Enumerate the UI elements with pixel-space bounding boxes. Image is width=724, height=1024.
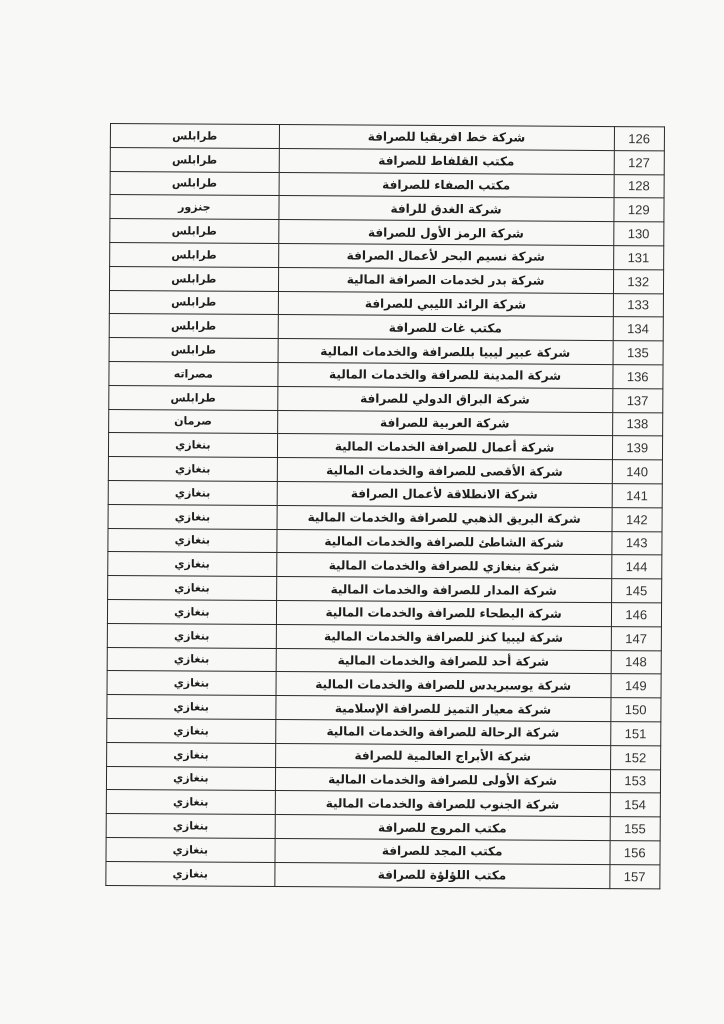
row-number-cell: 147 (611, 626, 662, 650)
table-row (110, 195, 664, 222)
table-row (106, 814, 660, 841)
company-name-cell: شركة خط افريقيا للصرافة (279, 125, 614, 151)
table-row (107, 599, 661, 626)
city-cell: بنغازي (106, 837, 275, 862)
city-cell: بنغازي (108, 504, 277, 529)
city-cell: بنغازي (108, 457, 277, 482)
row-number-cell: 132 (613, 269, 664, 293)
table-row (106, 861, 660, 888)
company-name-cell: شركة البريق الذهبي للصرافة والخدمات المالية (277, 505, 612, 531)
row-number-cell: 126 (614, 127, 665, 151)
row-number-cell: 153 (610, 769, 661, 793)
city-cell: صرمان (109, 409, 278, 434)
row-number-cell: 157 (609, 864, 660, 888)
company-name-cell: شركة البطحاء للصرافة والخدمات المالية (276, 600, 611, 626)
table-row (109, 361, 663, 388)
row-number-cell: 138 (612, 412, 663, 436)
row-number-cell: 139 (612, 436, 663, 460)
company-name-cell: شركة الرحالة للصرافة والخدمات المالية (275, 719, 610, 745)
row-number-cell: 140 (612, 460, 663, 484)
city-cell: جنزور (110, 195, 279, 220)
city-cell: بنغازي (106, 861, 275, 886)
city-cell: بنغازي (106, 766, 275, 791)
city-cell: بنغازي (107, 695, 276, 720)
table-row (107, 623, 661, 650)
row-number-cell: 146 (611, 603, 662, 627)
company-name-cell: شركة ليبيا كنز للصرافة والخدمات المالية (276, 624, 611, 650)
row-number-cell: 136 (612, 365, 663, 389)
company-name-cell: شركة عبير ليبيا بللصرافة والخدمات المالية (278, 339, 613, 365)
company-name-cell: شركة الجنوب للصرافة والخدمات المالية (275, 791, 610, 817)
city-cell: بنغازي (107, 647, 276, 672)
company-name-cell: شركة الشاطئ للصرافة والخدمات المالية (277, 529, 612, 555)
row-number-cell: 149 (611, 674, 662, 698)
table-row (110, 124, 664, 151)
table-row (110, 171, 664, 198)
company-name-cell: شركة المدينة للصرافة والخدمات المالية (278, 362, 613, 388)
city-cell: طرابلس (110, 171, 279, 196)
row-number-cell: 148 (611, 650, 662, 674)
table-row (108, 480, 662, 507)
company-name-cell: شركة معيار التميز للصرافة الإسلامية (276, 696, 611, 722)
city-cell: بنغازي (108, 480, 277, 505)
company-name-cell: مكتب القلفاط للصرافة (279, 148, 614, 174)
row-number-cell: 152 (610, 745, 661, 769)
row-number-cell: 127 (614, 150, 665, 174)
table-row (109, 385, 663, 412)
table-row (106, 790, 660, 817)
row-number-cell: 142 (612, 507, 663, 531)
company-name-cell: شركة الأبراج العالمية للصرافة (275, 743, 610, 769)
company-name-cell: شركة يوسبريدس للصرافة والخدمات المالية (276, 672, 611, 698)
city-cell: طرابلس (109, 290, 278, 315)
table-row (108, 433, 662, 460)
company-name-cell: شركة أحد للصرافة والخدمات المالية (276, 648, 611, 674)
table-row (108, 552, 662, 579)
company-name-cell: مكتب الصفاء للصرافة (279, 172, 614, 198)
table-row (109, 266, 663, 293)
row-number-cell: 128 (614, 174, 665, 198)
table-row (107, 742, 661, 769)
city-cell: بنغازي (108, 552, 277, 577)
row-number-cell: 133 (613, 293, 664, 317)
table-row (110, 219, 664, 246)
company-name-cell: شركة العربية للصرافة (277, 410, 612, 436)
city-cell: طرابلس (110, 147, 279, 172)
row-number-cell: 129 (613, 198, 664, 222)
company-name-cell: شركة بنغازي للصرافة والخدمات المالية (276, 553, 611, 579)
city-cell: بنغازي (107, 742, 276, 767)
company-name-cell: شركة الأولى للصرافة والخدمات المالية (275, 767, 610, 793)
row-number-cell: 144 (611, 555, 662, 579)
company-name-cell: شركة الأقصى للصرافة والخدمات المالية (277, 458, 612, 484)
company-name-cell: شركة الرائد الليبي للصرافة (278, 291, 613, 317)
table-row (107, 718, 661, 745)
city-cell: بنغازي (108, 528, 277, 553)
row-number-cell: 156 (609, 840, 660, 864)
city-cell: بنغازي (107, 718, 276, 743)
company-name-cell: شركة بدر لخدمات الصرافة المالية (278, 267, 613, 293)
table-row (109, 409, 663, 436)
table-body (106, 124, 665, 889)
city-cell: طرابلس (109, 338, 278, 363)
company-name-cell: شركة البراق الدولي للصرافة (277, 386, 612, 412)
city-cell: بنغازي (108, 433, 277, 458)
city-cell: طرابلس (109, 314, 278, 339)
company-name-cell: شركة المدار للصرافة والخدمات المالية (276, 577, 611, 603)
table-row (106, 837, 660, 864)
row-number-cell: 135 (613, 341, 664, 365)
company-name-cell: مكتب المروج للصرافة (275, 815, 610, 841)
row-number-cell: 134 (613, 317, 664, 341)
company-name-cell: مكتب اللؤلؤة للصرافة (275, 862, 610, 888)
table-row (108, 528, 662, 555)
table-row (107, 671, 661, 698)
table-row (110, 147, 664, 174)
city-cell: مصراته (109, 361, 278, 386)
city-cell: طرابلس (110, 242, 279, 267)
city-cell: بنغازي (106, 790, 275, 815)
city-cell: بنغازي (107, 599, 276, 624)
company-name-cell: مكتب غات للصرافة (278, 315, 613, 341)
company-name-cell: شركة الغدق للرافة (279, 196, 614, 222)
row-number-cell: 151 (610, 721, 661, 745)
table-row (108, 457, 662, 484)
row-number-cell: 155 (610, 817, 661, 841)
table-row (108, 504, 662, 531)
city-cell: بنغازي (107, 623, 276, 648)
row-number-cell: 154 (610, 793, 661, 817)
city-cell: طرابلس (109, 385, 278, 410)
row-number-cell: 137 (612, 388, 663, 412)
city-cell: بنغازي (106, 814, 275, 839)
table-row (109, 338, 663, 365)
company-name-cell: شركة أعمال للصرافة الخدمات المالية (277, 434, 612, 460)
exchange-companies-table (105, 123, 665, 889)
row-number-cell: 145 (611, 579, 662, 603)
table-row (108, 576, 662, 603)
city-cell: طرابلس (110, 124, 279, 149)
city-cell: بنغازي (108, 576, 277, 601)
row-number-cell: 143 (611, 531, 662, 555)
table-row (106, 766, 660, 793)
company-name-cell: مكتب المجد للصرافة (275, 838, 610, 864)
row-number-cell: 150 (610, 698, 661, 722)
company-name-cell: شركة الانطلاقة لأعمال الصرافة (277, 481, 612, 507)
row-number-cell: 130 (613, 222, 664, 246)
table-row (109, 314, 663, 341)
row-number-cell: 131 (613, 246, 664, 270)
table-row (107, 695, 661, 722)
city-cell: طرابلس (110, 219, 279, 244)
table-row (110, 242, 664, 269)
table-row (109, 290, 663, 317)
city-cell: بنغازي (107, 671, 276, 696)
row-number-cell: 141 (612, 484, 663, 508)
city-cell: طرابلس (109, 266, 278, 291)
company-name-cell: شركة نسيم البحر لأعمال الصرافة (278, 244, 613, 270)
table-row (107, 647, 661, 674)
company-name-cell: شركة الرمز الأول للصرافة (278, 220, 613, 246)
